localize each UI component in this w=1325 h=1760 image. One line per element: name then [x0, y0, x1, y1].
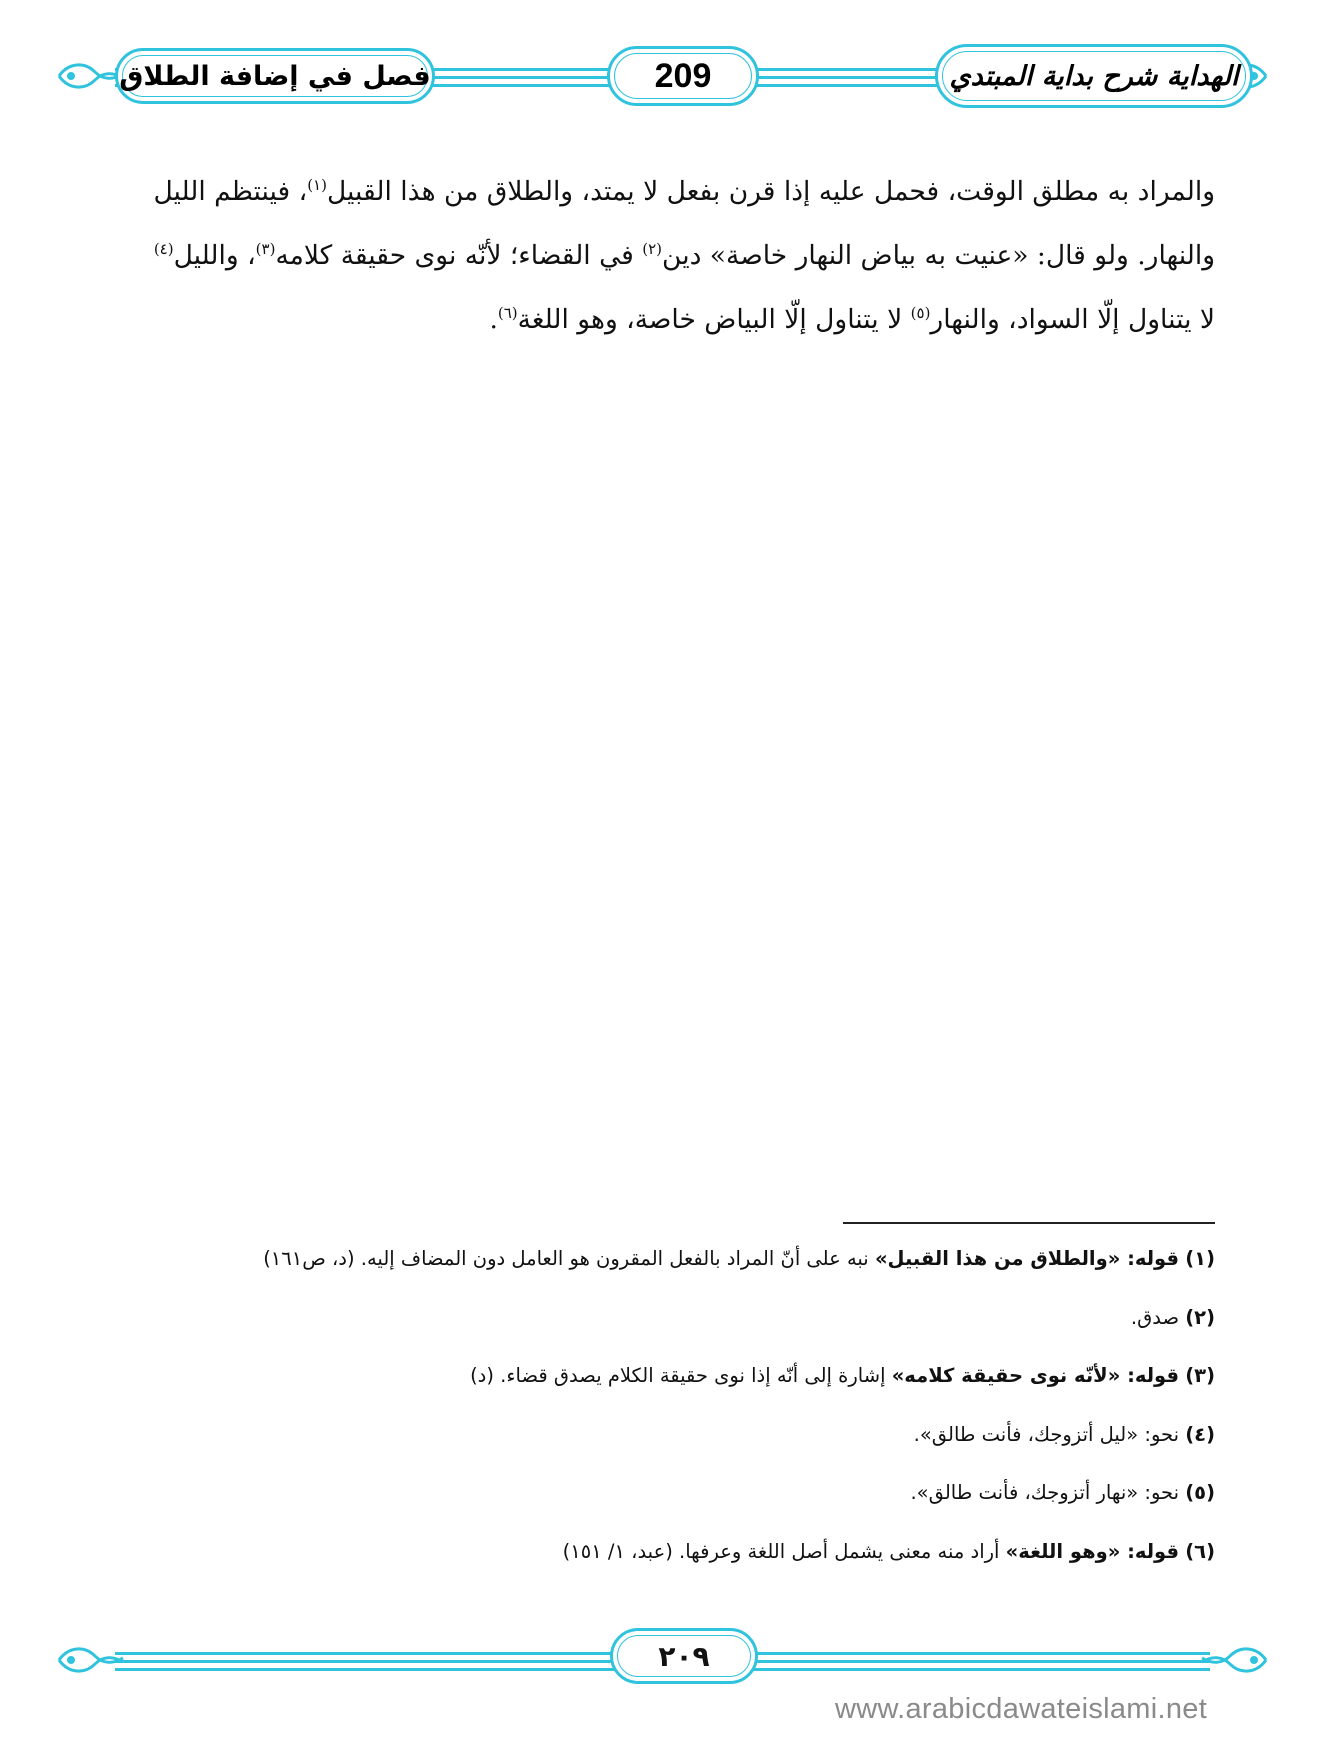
footnote-ref[interactable]: (٥)	[910, 304, 931, 323]
text-span: والمراد به مطلق الوقت، فحمل عليه إذا قرن بفعل لا يمتد، والطلاق من هذا القبيل	[326, 176, 1215, 207]
book-title: الهداية شرح بداية المبتدي	[949, 60, 1239, 92]
website-watermark[interactable]: www.arabicdawateislami.net	[835, 1693, 1208, 1725]
footnote-number: (١)	[1185, 1247, 1215, 1270]
main-text	[95, 160, 1215, 352]
text-span: ، فينتظم الليل	[153, 176, 308, 207]
text-span: والنهار. ولو قال: «عنيت به بياض النهار خاصة» دين	[662, 240, 1215, 271]
footnote-ref[interactable]: (١)	[307, 176, 327, 195]
footnote	[120, 1238, 1215, 1297]
ornament-left-icon	[55, 1642, 125, 1678]
footnote-number: (٤)	[1185, 1422, 1215, 1446]
footnote-ref[interactable]: (٦)	[497, 304, 518, 323]
text-line	[95, 160, 1215, 224]
footnote-number: (٣)	[1185, 1364, 1215, 1387]
text-span: ، والليل	[173, 240, 256, 271]
footnote	[120, 1531, 1215, 1590]
footnote-lemma: قوله: «لأنّه نوى حقيقة كلامه»	[891, 1364, 1180, 1387]
section-title: فصل في إضافة الطلاق	[119, 60, 431, 92]
footnote	[120, 1297, 1215, 1356]
footnote	[120, 1414, 1215, 1473]
section-title-pill	[115, 48, 435, 104]
footnote-text: إشارة إلى أنّه إذا نوى حقيقة الكلام يصدق قضاء. (د)	[470, 1364, 892, 1387]
footnote-text: نبه على أنّ المراد بالفعل المقرون هو العامل دون المضاف إليه. (د، ص١٦١)	[263, 1247, 875, 1270]
footnote-text: أراد منه معنى يشمل أصل اللغة وعرفها. (عبد، ١/ ١٥١)	[562, 1539, 1006, 1563]
footnote-text: نحو: «ليل أتزوجك، فأنت طالق».	[913, 1422, 1186, 1446]
text-span: في القضاء؛ لأنّه نوى حقيقة كلامه	[275, 240, 643, 271]
text-span: لا يتناول إلّا البياض خاصة، وهو اللغة	[517, 304, 911, 335]
page-number-pill	[607, 46, 759, 106]
text-span: .	[489, 304, 498, 335]
page-number: 209	[654, 56, 712, 95]
text-span: لا يتناول إلّا السواد، والنهار	[930, 304, 1215, 335]
footnotes	[120, 1238, 1215, 1589]
header-band	[55, 38, 1270, 118]
footnote-text: نحو: «نهار أتزوجك، فأنت طالق».	[910, 1481, 1186, 1504]
footnote-lemma: قوله: «وهو اللغة»	[1005, 1539, 1180, 1563]
footnote-text: صدق.	[1130, 1305, 1186, 1329]
footnote-number: (٦)	[1185, 1539, 1215, 1563]
book-title-pill	[935, 44, 1253, 108]
footer-band	[55, 1622, 1270, 1702]
footnote	[120, 1355, 1215, 1414]
footnote-ref[interactable]: (٢)	[642, 240, 663, 259]
ornament-right-icon	[1200, 1642, 1270, 1678]
footnote-divider	[843, 1222, 1215, 1224]
footnote-number: (٢)	[1185, 1305, 1215, 1329]
footnote-lemma: قوله: «والطلاق من هذا القبيل»	[874, 1247, 1180, 1270]
footnote-number: (٥)	[1185, 1481, 1215, 1504]
text-line	[95, 224, 1215, 288]
text-line	[95, 288, 1215, 352]
footnote-ref[interactable]: (٣)	[255, 240, 276, 259]
footer-page-pill	[610, 1628, 758, 1684]
footnote-ref[interactable]: (٤)	[153, 240, 174, 259]
footnote	[120, 1472, 1215, 1531]
footer-page-number: ٢٠٩	[658, 1639, 710, 1673]
